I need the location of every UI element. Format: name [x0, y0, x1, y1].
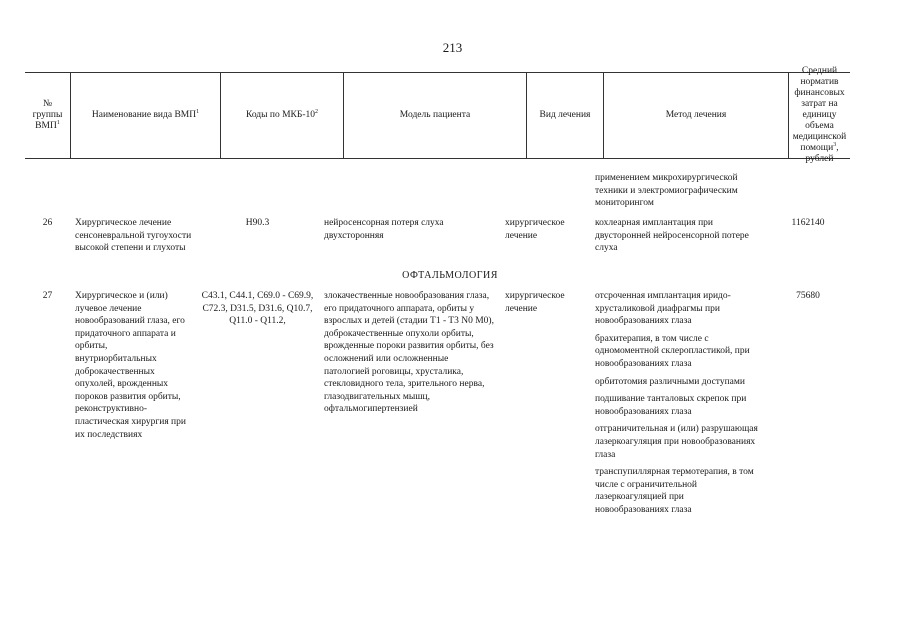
table-header [25, 66, 850, 164]
row26-no: 26 [42, 218, 53, 228]
row27-name: Хирургическое и (или) лучевое лечение новообразований глаза, его придаточного аппарата и орбиты, внутриорбитальных доброкачественных опухолей, врожденных пороков развития орбиты, реконструктивно-пластическая хирургия при их последствиях [75, 291, 186, 440]
row26-method: кохлеарная имплантация при двусторонней нейросенсорной потере слуха [595, 218, 749, 254]
row26-model: нейросенсорная потеря слуха двухсторонняя [324, 218, 444, 241]
header-treatment-type: Вид лечения [526, 73, 603, 158]
row27-method-item: орбитотомия различными доступами [595, 376, 745, 387]
header-mkb-codes: Коды по МКБ-$10^2$ [220, 73, 343, 158]
row26-type: хирургическое лечение [505, 218, 565, 241]
section-title: ОФТАЛЬМОЛОГИЯ [402, 270, 498, 281]
continued-method: применением микрохирургической техники и электромиографическим мониторингом [595, 173, 738, 209]
row27-no: 27 [42, 291, 53, 301]
page-number: 213 [442, 40, 463, 55]
row27-method-item: брахитерапия, в том числе с одномоментной склеропластикой, при новообразованиях глаза [595, 333, 750, 369]
row27-codes: C43.1, C44.1, C69.0 - C69.9, C72.3, D31.5, D31.6, Q10.7, Q11.0 - Q11.2, [201, 291, 314, 327]
header-patient-model: Модель пациента [343, 73, 526, 158]
row27-method-item: подшивание танталовых скрепок при новообразованиях глаза [595, 394, 747, 417]
row27-method-item: транспупиллярная термотерапия, в том числе с ограничительной лазеркоагуляцией при новообразованиях глаза [595, 467, 754, 515]
row27-type: хирургическое лечение [505, 291, 565, 314]
header-group-no: № группы ВМП$^1$ [32, 99, 63, 131]
row27-method-item: отсроченная имплантация иридо-хрусталиковой диафрагмы при новообразованиях глаза [595, 291, 731, 327]
row26-name: Хирургическое лечение сенсоневральной тугоухости высокой степени и глухоты [75, 218, 192, 254]
row27-model: злокачественные новообразования глаза, его придаточного аппарата, орбиты у взрослых и детей (стадии T1 - T3 N0 M0), доброкачественные опухоли орбиты, врожденные пороки развития орбиты, без осложнений или осложненные патологией роговицы, хрусталика, стекловидного тела, зрительного нерва, глазодвигательных мышц, офтальмогипертензией [324, 291, 494, 415]
header-avg-cost: Средний норматив финансовых затрат на единицу объема медицинской помощи$^3$, рублей [788, 73, 850, 158]
row27-method-item: отграничительная и (или) разрушающая лазеркоагуляция при новообразованиях глаза [595, 424, 758, 460]
row27-methods [595, 290, 760, 522]
header-treatment-method: Метод лечения [603, 73, 788, 158]
row26-cost: 1162140 [791, 218, 825, 228]
row27-cost: 75680 [796, 291, 820, 301]
row26-codes: H90.3 [245, 218, 270, 228]
header-vmp-name: Наименование вида ВМП$^1$ [70, 73, 220, 158]
